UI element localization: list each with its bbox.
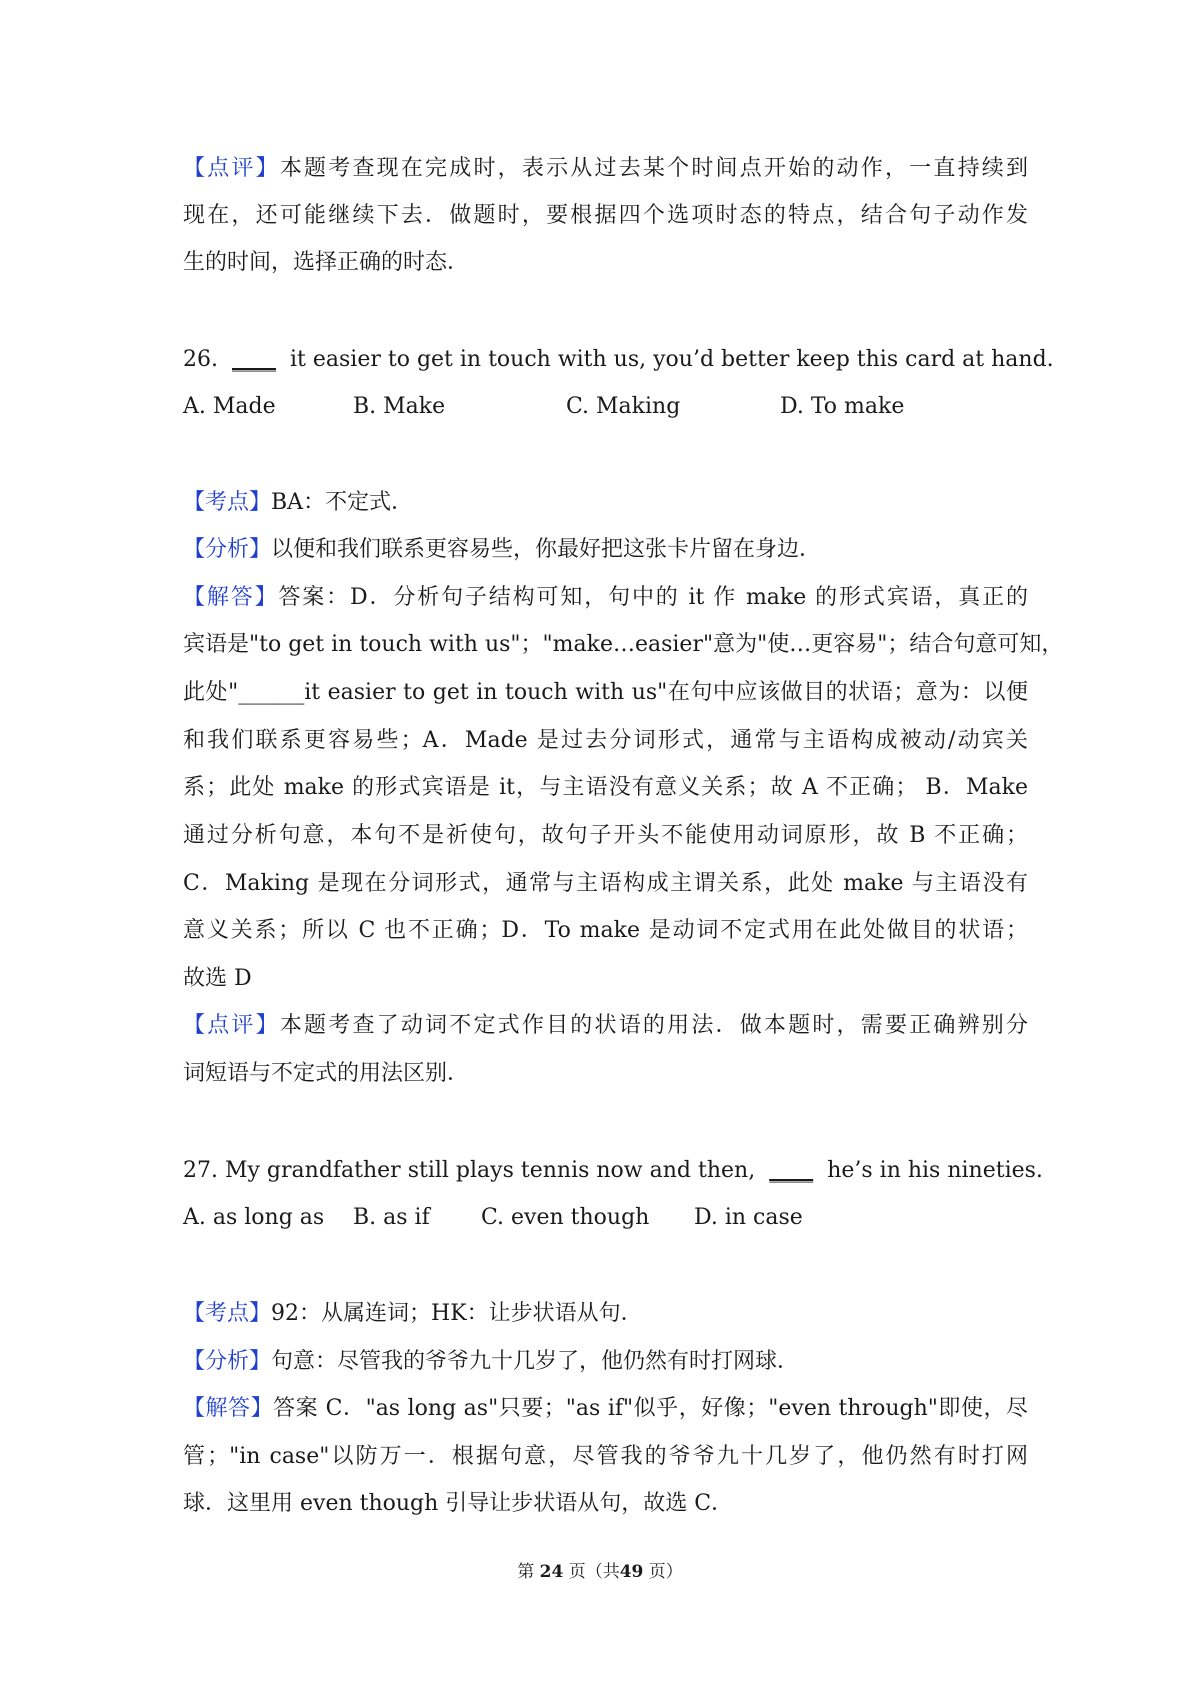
q26-answer-line-8: 意义关系；所以 C 也不正确；D．To make 是动词不定式用在此处做目的状语； bbox=[183, 918, 1028, 943]
comment-tag: 【点评】 bbox=[183, 156, 280, 181]
q27-stem: 27. My grandfather still plays tennis now and then, ____ he’s in his nineties. bbox=[183, 1158, 1043, 1183]
q26-answer-line-9: 故选 D bbox=[183, 966, 252, 991]
q26-option-a: A. Made bbox=[183, 394, 276, 419]
prev-comment-line-1: 【点评】本题考查现在完成时，表示从过去某个时间点开始的动作，一直持续到 bbox=[183, 156, 1028, 181]
q26-stem: 26. ____ it easier to get in touch with us, you’d better keep this card at hand. bbox=[183, 347, 1054, 372]
q26-answer-line-5: 系；此处 make 的形式宾语是 it，与主语没有意义关系；故 A 不正确； B．Make bbox=[183, 775, 1028, 800]
q26-comment-line-1: 【点评】本题考查了动词不定式作目的状语的用法．做本题时，需要正确辨别分 bbox=[183, 1013, 1028, 1038]
current-page-number: 24 bbox=[539, 1562, 564, 1582]
q26-answer-line-3: 此处"______it easier to get in touch with us"在句中应该做目的状语；意为：以便 bbox=[183, 680, 1028, 705]
prev-comment-line-3: 生的时间，选择正确的时态． bbox=[183, 250, 470, 275]
total-pages-number: 49 bbox=[619, 1562, 644, 1582]
q26-options bbox=[183, 392, 1028, 422]
q26-answer-line-6: 通过分析句意，本句不是祈使句，故句子开头不能使用动词原形，故 B 不正确； bbox=[183, 823, 1028, 848]
q27-option-c: C. even though bbox=[481, 1205, 650, 1230]
q27-knowledge: 【考点】92：从属连词；HK：让步状语从句． bbox=[183, 1301, 643, 1326]
q27-option-d: D. in case bbox=[694, 1205, 803, 1230]
q26-knowledge: 【考点】BA：不定式． bbox=[183, 490, 414, 515]
q26-answer-line-2: 宾语是"to get in touch with us"；"make…easier"意为"使…更容易"；结合句意可知， bbox=[183, 632, 1064, 657]
q27-option-a: A. as long as bbox=[183, 1205, 325, 1230]
q26-option-b: B. Make bbox=[353, 394, 446, 419]
q26-blank: ____ bbox=[232, 347, 276, 372]
q26-comment-line-2: 词短语与不定式的用法区别． bbox=[183, 1061, 470, 1086]
page-footer: 第 24 页（共49 页） bbox=[517, 1562, 683, 1582]
prev-comment-line-2: 现在，还可能继续下去．做题时，要根据四个选项时态的特点，结合句子动作发 bbox=[183, 203, 1028, 228]
q26-option-d: D. To make bbox=[780, 394, 905, 419]
q27-option-b: B. as if bbox=[353, 1205, 430, 1230]
q27-blank: ____ bbox=[769, 1158, 814, 1183]
q26-analysis: 【分析】以便和我们联系更容易些，你最好把这张卡片留在身边． bbox=[183, 537, 822, 562]
q27-analysis: 【分析】句意：尽管我的爷爷九十几岁了，他仍然有时打网球． bbox=[183, 1349, 800, 1374]
q27-options bbox=[183, 1203, 1028, 1233]
q27-answer-line-2: 管；"in case"以防万一．根据句意，尽管我的爷爷九十几岁了，他仍然有时打网 bbox=[183, 1444, 1028, 1469]
q26-option-c: C. Making bbox=[566, 394, 681, 419]
q27-answer-line-3: 球．这里用 even though 引导让步状语从句，故选 C． bbox=[183, 1491, 734, 1516]
q26-answer-line-4: 和我们联系更容易些；A．Made 是过去分词形式，通常与主语构成被动/动宾关 bbox=[183, 728, 1028, 753]
q27-answer-line-1: 【解答】答案 C．"as long as"只要；"as if"似乎，好像；"even through"即使，尽 bbox=[183, 1396, 1028, 1421]
q26-answer-line-7: C．Making 是现在分词形式，通常与主语构成主谓关系，此处 make 与主语没有 bbox=[183, 871, 1028, 896]
q26-answer-line-1: 【解答】答案：D．分析句子结构可知，句中的 it 作 make 的形式宾语，真正的 bbox=[183, 585, 1028, 610]
